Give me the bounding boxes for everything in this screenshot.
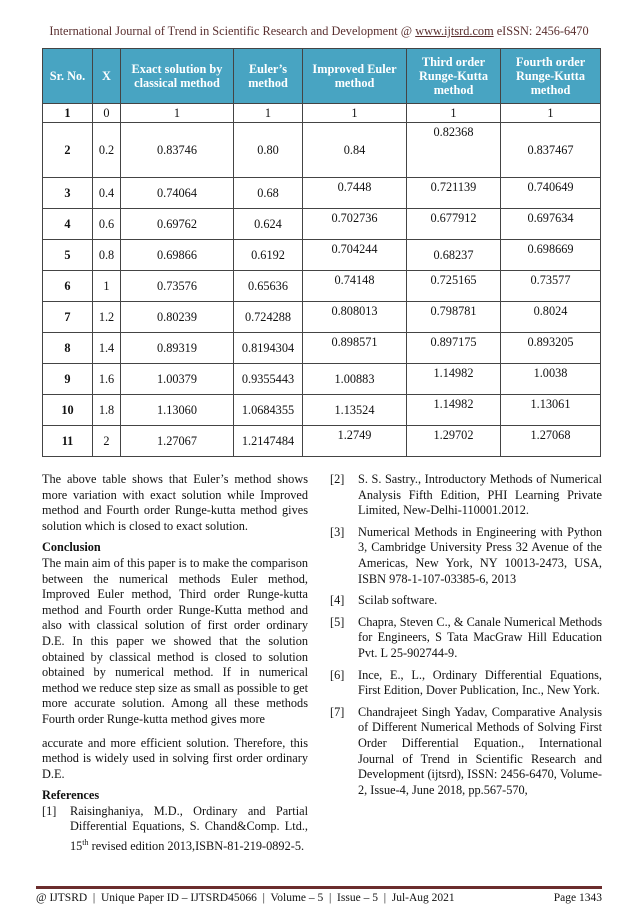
table-cell: 1 [501, 104, 601, 123]
table-cell: 0.9355443 [234, 364, 303, 395]
conclusion-text-cont: accurate and more efficient solution. Therefore, this method is widely used in solving first order ordinary D.E. [42, 735, 308, 781]
table-cell: 10 [43, 395, 93, 426]
table-cell: 1.00379 [121, 364, 234, 395]
table-cell: 1.4 [93, 333, 121, 364]
table-cell: 0.724288 [234, 302, 303, 333]
reference-item [330, 593, 602, 609]
journal-link[interactable]: www.ijtsrd.com [415, 24, 494, 38]
table-cell: 0.8024 [501, 302, 601, 333]
col-header: Fourth order Runge-Kutta method [501, 49, 601, 104]
table-cell: 0.80 [234, 123, 303, 178]
table-cell: 5 [43, 240, 93, 271]
table-cell: 1 [43, 104, 93, 123]
table-row [43, 302, 601, 333]
table-cell: 1.14982 [407, 395, 501, 426]
table-row [43, 426, 601, 457]
table-cell: 0.6192 [234, 240, 303, 271]
table-cell: 1.2 [93, 302, 121, 333]
table-cell: 4 [43, 209, 93, 240]
conclusion-heading: Conclusion [42, 540, 101, 555]
table-cell: 1.6 [93, 364, 121, 395]
table-cell: 3 [43, 178, 93, 209]
table-row [43, 123, 601, 178]
table-cell: 0.740649 [501, 178, 601, 209]
col-header: X [93, 49, 121, 104]
reference-item [330, 615, 602, 662]
table-row [43, 364, 601, 395]
table-cell: 1.14982 [407, 364, 501, 395]
table-cell: 1 [121, 104, 234, 123]
table-cell: 7 [43, 302, 93, 333]
table-cell: 11 [43, 426, 93, 457]
reference-item [330, 472, 602, 519]
col-header: Euler’s method [234, 49, 303, 104]
footer-divider [36, 886, 602, 889]
table-cell: 0.69866 [121, 240, 234, 271]
page-number: Page 1343 [553, 892, 602, 904]
table-cell: 0.83746 [121, 123, 234, 178]
reference-text: S. S. Sastry., Introductory Methods of Numerical Analysis Fifth Edition, PHI Learning Private Limited, New-Delhi-110001.2012. [358, 472, 602, 518]
table-cell: 0.697634 [501, 209, 601, 240]
table-cell: 1.13060 [121, 395, 234, 426]
reference-number: [4] [330, 593, 345, 608]
reference-text-b: revised edition 2013,ISBN-81-219-0892-5. [88, 839, 305, 854]
table-cell: 1.2147484 [234, 426, 303, 457]
reference-text: Chapra, Steven C., & Canale Numerical Methods for Engineers, S Tata MacGraw Hill Education Pvt. L 25-902744-9. [358, 614, 602, 660]
table-cell: 0.73576 [121, 271, 234, 302]
table-cell: 0.74064 [121, 178, 234, 209]
col-header: Sr. No. [43, 49, 93, 104]
table-cell: 6 [43, 271, 93, 302]
table-cell: 0.80239 [121, 302, 234, 333]
table-cell: 1.29702 [407, 426, 501, 457]
table-cell: 1.8 [93, 395, 121, 426]
table-cell: 0.897175 [407, 333, 501, 364]
table-cell: 0.837467 [501, 123, 601, 178]
footer-info: @ IJTSRD | Unique Paper ID – IJTSRD45066 | Volume – 5 | Issue – 5 | Jul-Aug 2021 [36, 892, 455, 904]
reference-number: [3] [330, 524, 345, 539]
table-cell: 0.73577 [501, 271, 601, 302]
reference-number: [2] [330, 472, 345, 486]
reference-text [70, 804, 308, 855]
table-cell: 1.13524 [303, 395, 407, 426]
table-cell: 1.2749 [303, 426, 407, 457]
table-cell: 0.7448 [303, 178, 407, 209]
table-cell: 0.69762 [121, 209, 234, 240]
superscript: th [82, 838, 89, 848]
table-cell: 0.8194304 [234, 333, 303, 364]
reference-item [330, 668, 602, 699]
table-cell: 1.00883 [303, 364, 407, 395]
table-row [43, 240, 601, 271]
table-cell: 0.68237 [407, 240, 501, 271]
conclusion-text: The main aim of this paper is to make the comparison between the numerical methods Euler method, Improved Euler method, Third order Runge-kutta method and Fourth order Runge-Kutta method and also with classical solution of first order ordinary D.E. In this paper we showed that the solution obtained by classical method is closed to solution obtained by numerical method. If in numerical method we reduce step size as small as possible to get more accurate solution. Among all these methods Fourth order Runge-kutta method gives more [42, 555, 308, 726]
table-row [43, 209, 601, 240]
table-cell: 1 [303, 104, 407, 123]
table-cell: 9 [43, 364, 93, 395]
table-cell: 0.798781 [407, 302, 501, 333]
reference-text: Chandrajeet Singh Yadav, Comparative Analysis of Different Numerical Methods of Solving First Order Differential Equation., International Journal of Trend in Scientific Research and Development (ijtsrd), ISSN: 2456-6470, Volume-2, Issue-4, June 2018, pp.567-570, [358, 704, 602, 797]
table-row [43, 178, 601, 209]
table-cell: 0.74148 [303, 271, 407, 302]
table-cell: 0.89319 [121, 333, 234, 364]
table-cell: 0.8 [93, 240, 121, 271]
table-row [43, 333, 601, 364]
table-cell: 0.624 [234, 209, 303, 240]
table-cell: 0.702736 [303, 209, 407, 240]
table-cell: 0.725165 [407, 271, 501, 302]
reference-text: Scilab software. [358, 593, 438, 608]
table-cell: 0.68 [234, 178, 303, 209]
table-cell: 0.704244 [303, 240, 407, 271]
table-cell: 0.2 [93, 123, 121, 178]
table-cell: 1.0038 [501, 364, 601, 395]
table-discussion: The above table shows that Euler’s method shows more variation with exact solution while Improved method and Fourth order Runge-kutta method gives solution which is closed to exact solution. [42, 472, 308, 533]
table-cell: 1.27068 [501, 426, 601, 457]
col-header: Third order Runge-Kutta method [407, 49, 501, 104]
reference-number: [5] [330, 614, 345, 629]
table-row [43, 271, 601, 302]
table-cell: 1 [407, 104, 501, 123]
reference-item [330, 705, 602, 799]
table-cell: 0.898571 [303, 333, 407, 364]
references-heading: References [42, 788, 100, 803]
reference-number: [7] [330, 704, 345, 719]
right-column-references [330, 472, 602, 804]
table-cell: 0.82368 [407, 123, 501, 178]
table-cell: 0.677912 [407, 209, 501, 240]
table-header-row [43, 49, 601, 104]
running-header [0, 24, 638, 39]
col-header: Improved Euler method [303, 49, 407, 104]
reference-number: [6] [330, 667, 345, 682]
table-cell: 2 [93, 426, 121, 457]
journal-name: International Journal of Trend in Scientific Research and Development @ [49, 24, 416, 38]
table-row [43, 395, 601, 426]
table-cell: 0 [93, 104, 121, 123]
table-cell: 1.27067 [121, 426, 234, 457]
table-cell: 1 [93, 271, 121, 302]
table-cell: 0.6 [93, 209, 121, 240]
reference-number: [1] [42, 803, 57, 818]
reference-text: Numerical Methods in Engineering with Python 3, Cambridge University Press 32 Avenue of the Americas, New York, NY 10013-2473, USA, ISBN 978-1-107-03385-6, 2013 [358, 524, 602, 586]
reference-text: Ince, E., L., Ordinary Differential Equations, First Edition, Dover Publication, Inc., New York. [358, 667, 602, 698]
table-cell: 1 [234, 104, 303, 123]
footer [36, 892, 602, 904]
table-cell: 1.13061 [501, 395, 601, 426]
table-cell: 0.808013 [303, 302, 407, 333]
reference-text-a: Raisinghaniya, M.D., Ordinary and Partial Differential Equations, S. Chand&Comp. Ltd., 15 [70, 803, 308, 854]
left-column [42, 472, 308, 861]
table-cell: 0.721139 [407, 178, 501, 209]
issn: eISSN: 2456-6470 [493, 24, 589, 38]
reference-item [330, 525, 602, 587]
table-cell: 8 [43, 333, 93, 364]
results-table [42, 48, 601, 457]
reference-item [42, 804, 308, 855]
col-header: Exact solution by classical method [121, 49, 234, 104]
table-cell: 0.893205 [501, 333, 601, 364]
table-cell: 0.4 [93, 178, 121, 209]
table-cell: 0.65636 [234, 271, 303, 302]
table-cell: 0.698669 [501, 240, 601, 271]
table-cell: 1.0684355 [234, 395, 303, 426]
table-cell: 0.84 [303, 123, 407, 178]
table-cell: 2 [43, 123, 93, 178]
table-row [43, 104, 601, 123]
